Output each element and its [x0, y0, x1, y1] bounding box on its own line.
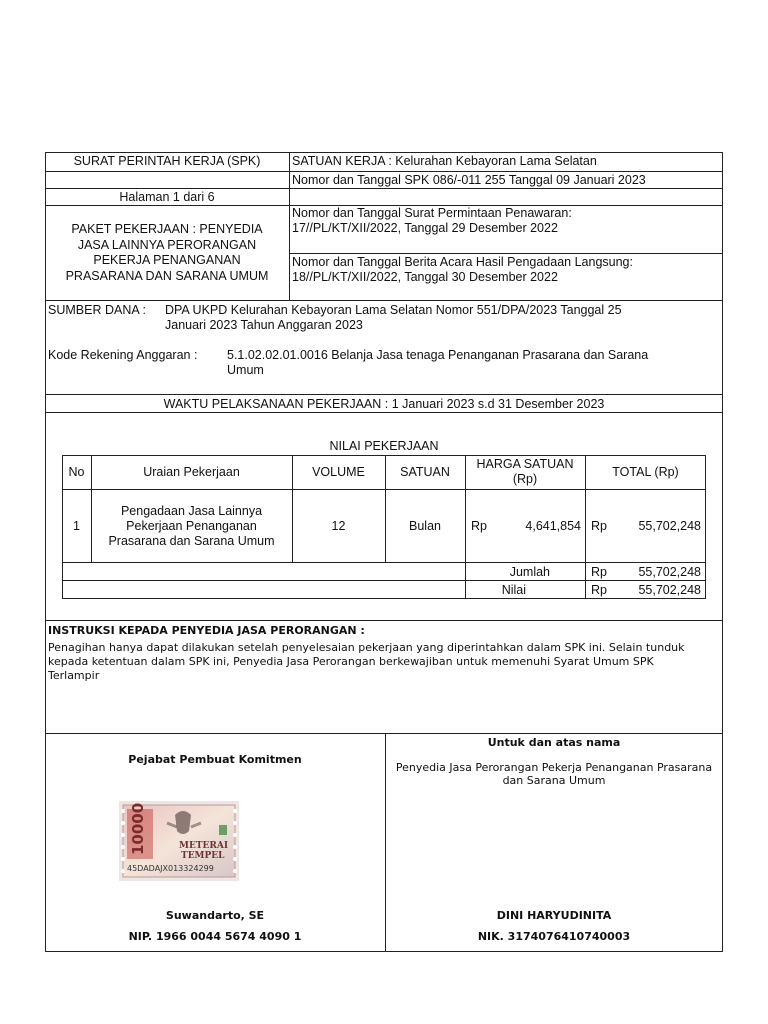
instruksi-top-line	[45, 620, 723, 621]
nomor-spk: Nomor dan Tanggal SPK 086/-011 255 Tanggal 09 Januari 2023	[292, 173, 646, 187]
nilai-currency: Rp	[591, 583, 607, 597]
paket-pekerjaan-line-4: PRASARANA DAN SARANA UMUM	[65, 269, 269, 283]
header-row-line-1	[45, 171, 723, 172]
meterai-stamp	[119, 801, 239, 881]
ppk-title: Pejabat Pembuat Komitmen	[128, 753, 302, 766]
berita-acara-line-1: Nomor dan Tanggal Berita Acara Hasil Pengadaan Langsung:	[292, 255, 633, 269]
ppk-nip: NIP. 1966 0044 5674 4090 1	[128, 930, 302, 943]
waktu-bottom-line	[45, 412, 723, 413]
col-no: No	[68, 465, 85, 479]
meterai-serial: 45DADAJX013324299	[127, 864, 214, 873]
permintaan-penawaran-line-2: 17//PL/KT/XII/2022, Tanggal 29 Desember 2022	[292, 221, 558, 235]
jumlah-line	[62, 580, 706, 581]
instruksi-title: INSTRUKSI KEPADA PENYEDIA JASA PERORANGAN :	[48, 624, 365, 637]
permintaan-penawaran-line-1: Nomor dan Tanggal Surat Permintaan Penawaran:	[292, 206, 572, 220]
nilai-header-line	[62, 489, 706, 490]
jumlah-value: 55,702,248	[638, 565, 701, 579]
col-total: TOTAL (Rp)	[612, 465, 679, 479]
signature-top-line	[45, 733, 723, 734]
nilai-row-line	[62, 562, 706, 563]
instruksi-line-3: Terlampir	[48, 669, 100, 682]
jumlah-label: Jumlah	[509, 565, 550, 579]
instruksi-line-2: kepada ketentuan dalam SPK ini, Penyedia Jasa Perorangan berkewajiban untuk memenuhi Syarat Umum SPK	[48, 655, 654, 668]
paket-pekerjaan-line-2: JASA LAINNYA PERORANGAN	[77, 238, 257, 252]
nilai-label: Nilai	[501, 583, 526, 597]
row-no: 1	[73, 519, 80, 533]
penyedia-line-2: dan Sarana Umum	[502, 774, 606, 787]
kode-rekening-line-1: 5.1.02.02.01.0016 Belanja Jasa tenaga Penanganan Prasarana dan Sarana	[227, 348, 649, 362]
meterai-amount: 10000	[129, 802, 147, 855]
penyedia-nik: NIK. 3174076410740003	[477, 930, 631, 943]
col-harga-satuan: HARGA SATUAN	[476, 457, 574, 471]
meterai-label-1: METERAI	[179, 841, 229, 851]
row-total-currency: Rp	[591, 519, 607, 533]
row-satuan: Bulan	[409, 519, 441, 533]
sumber-dana-line-2: Januari 2023 Tahun Anggaran 2023	[165, 318, 363, 332]
col-volume: VOLUME	[312, 465, 365, 479]
row-volume: 12	[331, 519, 346, 533]
waktu-pelaksanaan: WAKTU PELAKSANAAN PEKERJAAN : 1 Januari 2023 s.d 31 Desember 2023	[163, 397, 605, 411]
col-harga-rp: (Rp)	[512, 472, 538, 486]
header-divider	[289, 152, 290, 300]
kode-rekening-label: Kode Rekening Anggaran :	[48, 348, 198, 362]
nilai-value: 55,702,248	[638, 583, 701, 597]
satuan-kerja: SATUAN KERJA : Kelurahan Kebayoran Lama Selatan	[292, 154, 597, 168]
header-row-line-2	[45, 188, 723, 189]
col-satuan: SATUAN	[400, 465, 450, 479]
row-uraian-line-2: Pekerjaan Penanganan	[126, 519, 257, 533]
ppk-name: Suwandarto, SE	[165, 909, 265, 922]
spk-title: SURAT PERINTAH KERJA (SPK)	[73, 154, 261, 168]
row-harga-value: 4,641,854	[525, 519, 581, 533]
row-total-value: 55,702,248	[638, 519, 701, 533]
kode-rekening-line-2: Umum	[227, 363, 264, 377]
instruksi-line-1: Penagihan hanya dapat dilakukan setelah penyelesaian pekerjaan yang diperintahkan dalam SPK ini. Selain tunduk	[48, 641, 685, 654]
jumlah-currency: Rp	[591, 565, 607, 579]
penyedia-line-1: Penyedia Jasa Perorangan Pekerja Penanganan Prasarana	[395, 761, 713, 774]
berita-acara-line-2: 18//PL/KT/XII/2022, Tanggal 30 Desember 2022	[292, 270, 558, 284]
waktu-top-line	[45, 394, 723, 395]
untuk-atas-nama: Untuk dan atas nama	[487, 736, 621, 749]
meterai-label-2: TEMPEL	[181, 851, 225, 861]
header-row-line-4	[289, 253, 723, 254]
header-bottom-line	[45, 300, 723, 301]
row-harga-currency: Rp	[471, 519, 487, 533]
penyedia-name: DINI HARYUDINITA	[496, 909, 612, 922]
paket-pekerjaan-line-1: PAKET PEKERJAAN : PENYEDIA	[71, 222, 263, 236]
row-uraian-line-3: Prasarana dan Sarana Umum	[108, 534, 275, 548]
paket-pekerjaan-line-3: PEKERJA PENANGANAN	[93, 253, 241, 267]
nilai-pekerjaan-title: NILAI PEKERJAAN	[329, 439, 439, 453]
sumber-dana-label: SUMBER DANA :	[48, 303, 146, 317]
sumber-dana-line-1: DPA UKPD Kelurahan Kebayoran Lama Selatan Nomor 551/DPA/2023 Tanggal 25	[165, 303, 622, 317]
row-uraian-line-1: Pengadaan Jasa Lainnya	[120, 504, 263, 518]
col-uraian: Uraian Pekerjaan	[143, 465, 240, 479]
halaman: Halaman 1 dari 6	[119, 190, 215, 204]
